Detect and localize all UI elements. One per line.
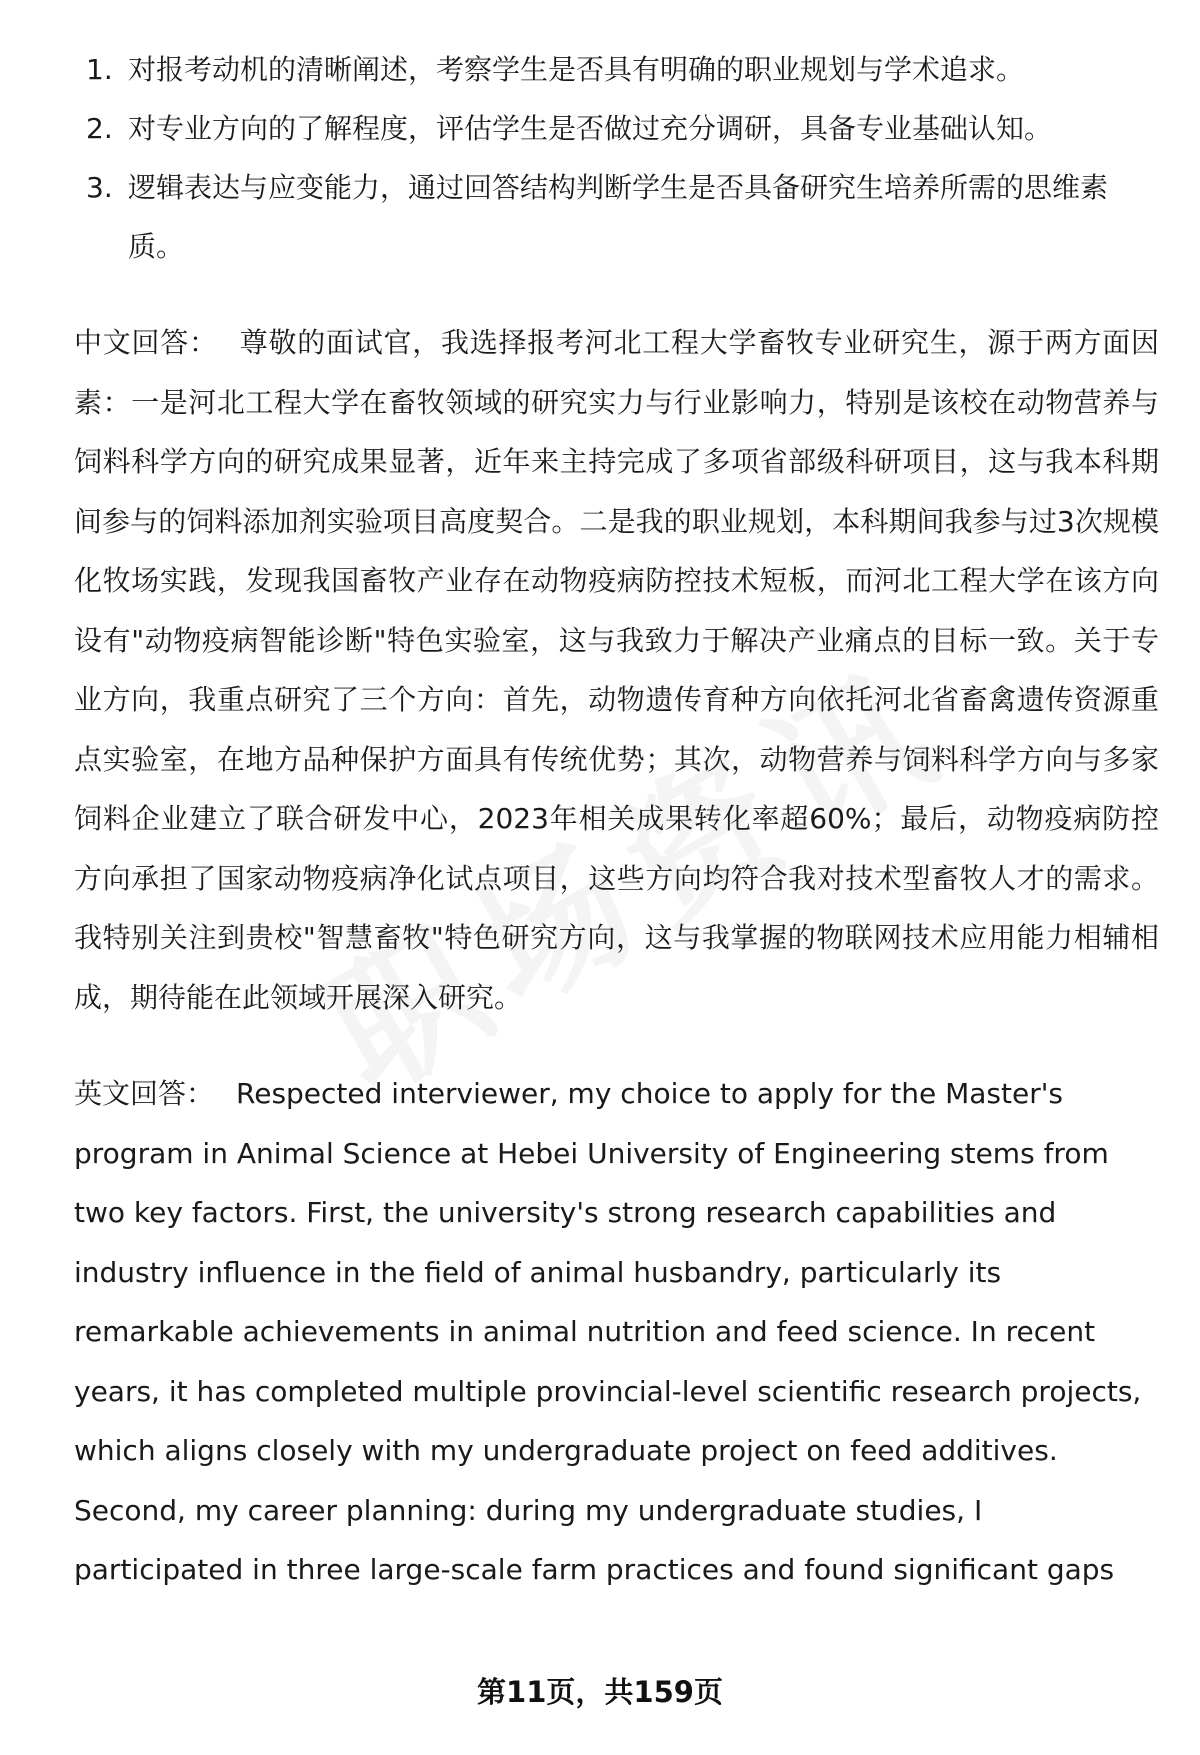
english-answer-label: 英文回答： (74, 1077, 215, 1110)
page-footer (0, 1670, 1200, 1711)
list-number: 2. (86, 112, 113, 145)
chinese-answer-text: 尊敬的面试官，我选择报考河北工程大学畜牧专业研究生，源于两方面因素：一是河北工程大学在畜牧领域的研究实力与行业影响力，特别是该校在动物营养与饲料科学方向的研究成果显著，近年来主持完成了多项省部级科研项目，这与我本科期间参与的饲料添加剂实验项目高度契合。二是我的职业规划，本科期间我参与过3次规模化牧场实践，发现我国畜牧产业存在动物疫病防控技术短板，而河北工程大学在该方向设有"动物疫病智能诊断"特色实验室，这与我致力于解决产业痛点的目标一致。关于专业方向，我重点研究了三个方向：首先，动物遗传育种方向依托河北省畜禽遗传资源重点实验室，在地方品种保护方面具有传统优势；其次，动物营养与饲料科学方向与多家饲料企业建立了联合研发中心，2023年相关成果转化率超60%；最后，动物疫病防控方向承担了国家动物疫病净化试点项目，这些方向均符合我对技术型畜牧人才的需求。我特别关注到贵校"智慧畜牧"特色研究方向，这与我掌握的物联网技术应用能力相辅相成，期待能在此领域开展深入研究。 (74, 326, 1159, 1014)
list-item (74, 40, 1159, 99)
criteria-list (74, 40, 1159, 276)
list-number: 1. (86, 53, 113, 86)
chinese-answer-label: 中文回答： (74, 326, 218, 359)
list-item-text: 逻辑表达与应变能力，通过回答结构判断学生是否具备研究生培养所需的思维素质。 (128, 171, 1109, 263)
chinese-answer (74, 313, 1159, 1027)
list-item-text: 对报考动机的清晰阐述，考察学生是否具有明确的职业规划与学术追求。 (128, 53, 1025, 86)
list-item (74, 99, 1159, 158)
english-answer (74, 1064, 1159, 1600)
list-item (74, 158, 1159, 276)
list-item-text: 对专业方向的了解程度，评估学生是否做过充分调研，具备专业基础认知。 (128, 112, 1053, 145)
page-number: 第11页，共159页 (477, 1675, 723, 1709)
page-content (74, 40, 1159, 1600)
list-number: 3. (86, 171, 113, 204)
english-answer-text: Respected interviewer, my choice to apply for the Master's program in Animal Science at Hebei University of Engineering stems from two key factors. First, the university's strong research capabilities and industry influence in the field of animal husbandry, particularly its remarkable achievements in animal nutrition and feed science. In recent years, it has completed multiple provincial-level scientific research projects, which aligns closely with my undergraduate project on feed additives. Second, my career planning: during my undergraduate studies, I participated in three large-scale farm practices and found significant gaps (74, 1077, 1142, 1586)
